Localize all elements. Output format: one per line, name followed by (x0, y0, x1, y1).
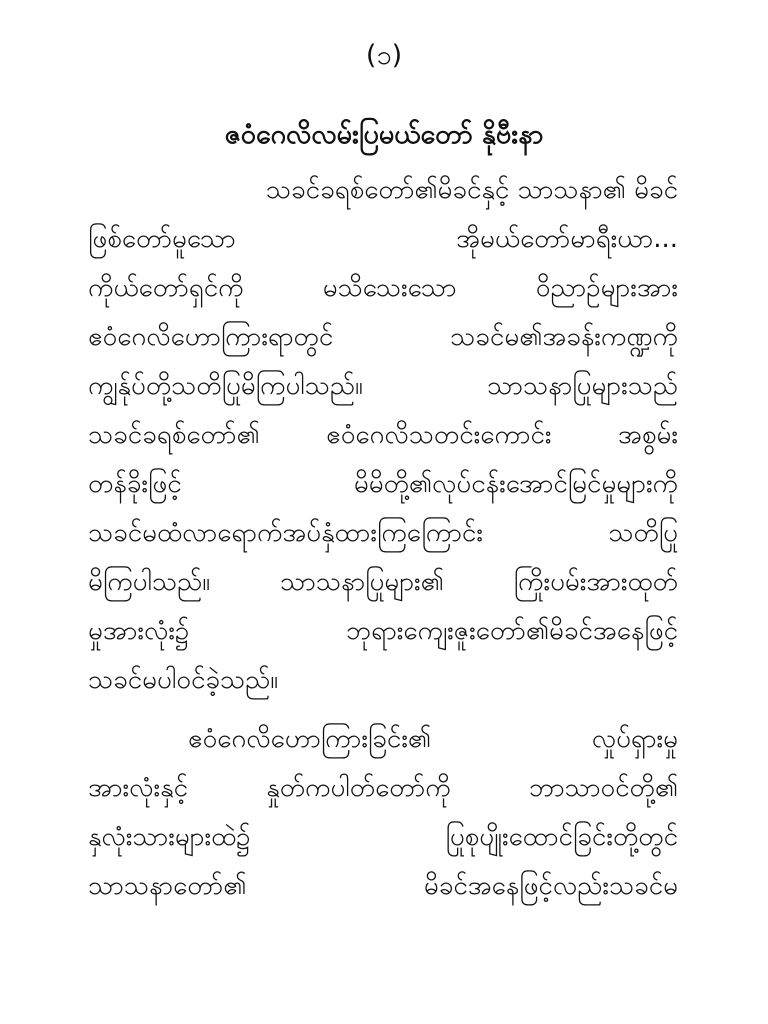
text-line (88, 313, 678, 362)
text-line (88, 715, 678, 764)
text-line (88, 215, 678, 264)
text-segment: မိမိတို့၏လုပ်ငန်းအောင်မြင်မှုများကို (353, 469, 678, 499)
text-segment: သာသနာပြုများသည် (487, 371, 678, 401)
text-segment: မှုအားလုံး၌ (88, 616, 190, 646)
text-segment: အိုမယ်တော်မာရီးယာ... (456, 224, 678, 254)
text-segment: ဘုရားကျေးဇူးတော်၏မိခင်အနေဖြင့် (346, 616, 678, 646)
body-text (88, 166, 678, 911)
text-segment: ဘာသာဝင်တို့၏ (528, 773, 678, 803)
text-segment: နှုတ်ကပါတ်တော်ကို (266, 773, 451, 803)
text-segment: ကြိုးပမ်းအားထုတ် (513, 567, 678, 597)
text-line (88, 607, 678, 656)
text-line (88, 813, 678, 862)
text-segment: လှုပ်ရှားမှု (591, 724, 678, 754)
text-segment: ကျွန်ုပ်တို့သတိပြုမိကြပါသည်။ (88, 371, 363, 401)
text-segment: သခင်မ၏အခန်းကဏ္ဍကို (450, 322, 678, 352)
text-segment: ဧဝံဂေလိဟောကြားရာတွင် (88, 322, 334, 352)
text-segment: သခင်မပါဝင်ခဲ့သည်။ (88, 665, 279, 695)
text-segment: သတိပြု (608, 518, 678, 548)
text-segment: မိခင်အနေဖြင့်လည်းသခင်မ (423, 871, 678, 901)
text-line (88, 362, 678, 411)
text-segment: သာသနာတော်၏ (88, 871, 247, 901)
text-segment: ဧဝံဂေလိသတင်းကောင်း (326, 420, 552, 450)
text-segment: အားလုံးနှင့် (88, 773, 188, 803)
text-segment: ဖြစ်တော်မူသော (88, 224, 236, 254)
text-segment: အစွမ်း (618, 420, 678, 450)
text-line (88, 656, 678, 705)
text-segment: ဧဝံဂေလိဟောကြားခြင်း၏ (188, 724, 432, 754)
text-line (88, 509, 678, 558)
text-segment: မိကြပါသည်။ (88, 567, 211, 597)
text-segment: ဝိညာဉ်များအား (535, 273, 678, 303)
text-segment: ကိုယ်တော်ရှင်ကို (88, 273, 244, 303)
text-segment: သာသနာပြုများ၏ (280, 567, 444, 597)
text-segment: သခင်ခရစ်တော်၏ (88, 420, 260, 450)
text-segment: သခင်ခရစ်တော်၏မိခင်နှင့် သာသနာ၏ မိခင် (265, 175, 678, 205)
text-line (88, 411, 678, 460)
text-line (88, 264, 678, 313)
text-line (88, 460, 678, 509)
page-heading: ဇဝံဂေလိလမ်းပြမယ်တော် နိုဗီးနာ (224, 119, 544, 150)
text-segment: ပြုစုပျိုးထောင်ခြင်းတို့တွင် (445, 822, 678, 852)
text-segment: နှလုံးသားများထဲ၌ (88, 822, 251, 852)
page-number: (၁) (365, 40, 403, 71)
text-line (88, 862, 678, 911)
text-line (88, 558, 678, 607)
text-line (88, 764, 678, 813)
paragraph (88, 166, 678, 705)
text-line (88, 166, 678, 215)
text-segment: တန်ခိုးဖြင့် (88, 469, 182, 499)
text-segment: သခင်မထံလာရောက်အပ်နှံထားကြကြောင်း (88, 518, 483, 548)
paragraph (88, 715, 678, 911)
text-segment: မသိသေးသော (322, 273, 457, 303)
